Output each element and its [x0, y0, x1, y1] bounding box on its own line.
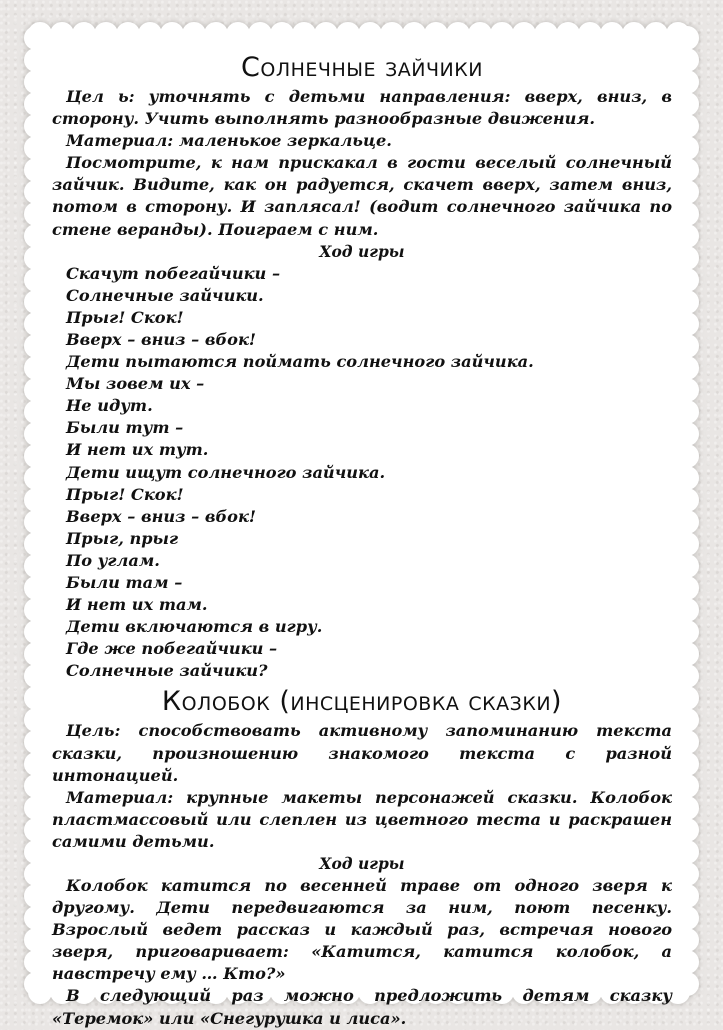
- scallop-edge: [24, 598, 48, 622]
- scallop-edge: [24, 972, 48, 996]
- scallop-edge: [534, 22, 558, 46]
- scallop-edge: [138, 22, 162, 46]
- scallop-edge: [24, 554, 48, 578]
- scallop-edge: [675, 664, 699, 688]
- verse-line: Скачут побегайчики –: [66, 263, 281, 283]
- scallop-edge: [675, 312, 699, 336]
- scallop-edge: [675, 400, 699, 424]
- verse-line: Прыг, прыг: [66, 528, 179, 548]
- scallop-edge: [24, 642, 48, 666]
- scallop-edge: [94, 22, 118, 46]
- scallop-edge: [24, 950, 48, 974]
- scallop-edge: [24, 202, 48, 226]
- material-paragraph: Материал: крупные макеты персонажей сказки. Колобок пластмассовый или слеплен из цветного теста и раскрашен самими детьми.: [52, 787, 672, 851]
- scallop-edge: [24, 884, 48, 908]
- scallop-edge: [675, 70, 699, 94]
- verse-line: Вверх – вниз – вбок!: [66, 329, 257, 349]
- scallop-edge: [24, 92, 48, 116]
- scallop-edge: [24, 334, 48, 358]
- scallop-edge: [675, 202, 699, 226]
- scallop-edge: [675, 224, 699, 248]
- scallop-edge: [675, 554, 699, 578]
- verse-line: Где же побегайчики –: [66, 639, 278, 659]
- scallop-edge: [24, 70, 48, 94]
- scallop-edge: [24, 488, 48, 512]
- verse-line: Прыг! Скок!: [66, 307, 184, 327]
- scallop-edge: [675, 730, 699, 754]
- scallop-edge: [24, 136, 48, 160]
- scallop-edge: [380, 22, 404, 46]
- scallop-edge: [24, 312, 48, 336]
- scallop-edge: [116, 22, 140, 46]
- game-heading: Ход игры: [319, 241, 405, 261]
- scallop-edge: [24, 818, 48, 842]
- verse-line: По углам.: [66, 550, 160, 570]
- scallop-edge: [675, 686, 699, 710]
- scallop-edge: [24, 686, 48, 710]
- scallop-edge: [675, 92, 699, 116]
- intro-paragraph: Посмотрите, к нам прискакал в гости веселый солнечный зайчик. Видите, как он радуется, скачет вверх, затем вниз, потом в сторону. И заплясал! (водит солнечного зайчика по стене веранды). Поиграем с ним.: [52, 153, 672, 239]
- scallop-edge: [204, 22, 228, 46]
- verse-line: Солнечные зайчики.: [66, 285, 264, 305]
- scallop-edge: [644, 22, 668, 46]
- scallop-edge: [292, 22, 316, 46]
- scallop-edge: [24, 840, 48, 864]
- scallop-edge: [512, 22, 536, 46]
- scallop-edge: [675, 598, 699, 622]
- scallop-edge: [24, 532, 48, 556]
- scallop-edge: [24, 510, 48, 534]
- scallop-edge: [314, 22, 338, 46]
- scallop-edge: [270, 22, 294, 46]
- scallop-edge: [24, 664, 48, 688]
- scallop-edge: [675, 532, 699, 556]
- scallop-edge: [24, 114, 48, 138]
- scallop-edge: [675, 862, 699, 886]
- scallop-edge: [675, 642, 699, 666]
- scallop-edge: [468, 22, 492, 46]
- scallop-edge: [24, 862, 48, 886]
- scallop-edge: [24, 730, 48, 754]
- scallop-edge: [402, 22, 426, 46]
- scallop-edge: [24, 576, 48, 600]
- verse-line: Были тут –: [66, 418, 184, 438]
- scallop-edge: [424, 22, 448, 46]
- scallop-edge: [675, 180, 699, 204]
- scallop-edge: [24, 774, 48, 798]
- verse-line: Дети включаются в игру.: [66, 617, 323, 637]
- scallop-edge: [72, 22, 96, 46]
- verse-line: Не идут.: [66, 396, 153, 416]
- scallop-edge: [675, 334, 699, 358]
- scallop-edge: [24, 158, 48, 182]
- scallop-edge: [675, 356, 699, 380]
- verse-line: И нет их там.: [66, 595, 208, 615]
- scallop-edge: [24, 26, 48, 50]
- scallop-edge: [24, 796, 48, 820]
- scallop-edge: [675, 114, 699, 138]
- scallop-edge: [24, 906, 48, 930]
- scallop-edge: [675, 26, 699, 50]
- verse-block: [52, 263, 672, 683]
- scallop-edge: [24, 620, 48, 644]
- scallop-edge: [24, 444, 48, 468]
- scallop-edge: [675, 158, 699, 182]
- scallop-edge: [24, 400, 48, 424]
- scallop-edge: [675, 466, 699, 490]
- scallop-edge: [675, 972, 699, 996]
- scallop-edge: [336, 22, 360, 46]
- section-kolobok: [52, 684, 672, 1029]
- scallop-edge: [675, 444, 699, 468]
- scallop-edge: [675, 906, 699, 930]
- verse-line: Дети пытаются поймать солнечного зайчика.: [66, 352, 534, 372]
- scallop-edge: [675, 708, 699, 732]
- scallop-edge: [490, 22, 514, 46]
- scallop-edge: [24, 224, 48, 248]
- scallop-edge: [675, 246, 699, 270]
- game-heading: Ход игры: [319, 854, 405, 873]
- scallop-edge: [675, 752, 699, 776]
- scallop-edge: [24, 752, 48, 776]
- scallop-edge: [600, 22, 624, 46]
- scallop-edge: [182, 22, 206, 46]
- scallop-edge: [675, 620, 699, 644]
- material-paragraph: Материал: маленькое зеркальце.: [66, 131, 392, 151]
- scallop-edge: [24, 268, 48, 292]
- scallop-edge: [24, 246, 48, 270]
- scallop-edge: [675, 48, 699, 72]
- scallop-edge: [24, 422, 48, 446]
- scallop-edge: [675, 510, 699, 534]
- scallop-edge: [675, 422, 699, 446]
- section-title-kolobok: Колобок (инсценировка сказки): [161, 686, 563, 718]
- scallop-edge: [675, 796, 699, 820]
- scallop-edge: [24, 290, 48, 314]
- goal-paragraph: Цел ь: уточнять с детьми направления: вверх, вниз, в сторону. Учить выполнять разнообразные движения.: [52, 87, 672, 129]
- scallop-edge: [675, 290, 699, 314]
- verse-line: Солнечные зайчики?: [66, 661, 268, 681]
- verse-line: Вверх – вниз – вбок!: [66, 506, 257, 526]
- scallop-edge: [24, 378, 48, 402]
- document-body: [52, 50, 672, 1030]
- verse-line: Прыг! Скок!: [66, 484, 184, 504]
- verse-line: Были там –: [66, 572, 183, 592]
- section-title-sunny-bunnies: Солнечные зайчики: [241, 52, 483, 83]
- scallop-edge: [675, 840, 699, 864]
- scallop-edge: [24, 928, 48, 952]
- scallop-edge: [24, 708, 48, 732]
- next-time-paragraph: В следующий раз можно предложить детям сказку «Теремок» или «Снегурушка и лиса».: [52, 986, 672, 1028]
- scallop-edge: [675, 774, 699, 798]
- description-paragraph: Колобок катится по весенней траве от одного зверя к другому. Дети передвигаются за ним, поют песенку. Взрослый ведет рассказ и каждый раз, встречая нового зверя, приговаривает: «Катится, катится колобок, а навстречу ему … Кто?»: [52, 876, 672, 984]
- scallop-edge: [675, 818, 699, 842]
- scallop-edge: [358, 22, 382, 46]
- scallop-edge: [24, 48, 48, 72]
- verse-line: Дети ищут солнечного зайчика.: [66, 462, 386, 482]
- scallop-edge: [675, 950, 699, 974]
- scallop-edge: [675, 488, 699, 512]
- scallop-edge: [675, 268, 699, 292]
- scallop-edge: [226, 22, 250, 46]
- verse-line: Мы зовем их –: [66, 374, 205, 394]
- scallop-edge: [675, 136, 699, 160]
- scallop-edge: [675, 884, 699, 908]
- goal-paragraph: Цель: способствовать активному запоминанию текста сказки, произношению знакомого текста с разной интонацией.: [52, 721, 672, 785]
- scallop-edge: [24, 180, 48, 204]
- scallop-edge: [556, 22, 580, 46]
- scallop-edge: [622, 22, 646, 46]
- scallop-edge: [675, 576, 699, 600]
- scallop-edge: [675, 928, 699, 952]
- scallop-edge: [446, 22, 470, 46]
- scallop-edge: [24, 356, 48, 380]
- scallop-edge: [160, 22, 184, 46]
- scallop-edge: [24, 466, 48, 490]
- verse-line: И нет их тут.: [66, 440, 209, 460]
- scallop-edge: [248, 22, 272, 46]
- scallop-edge: [50, 22, 74, 46]
- scallop-edge: [675, 378, 699, 402]
- scallop-edge: [578, 22, 602, 46]
